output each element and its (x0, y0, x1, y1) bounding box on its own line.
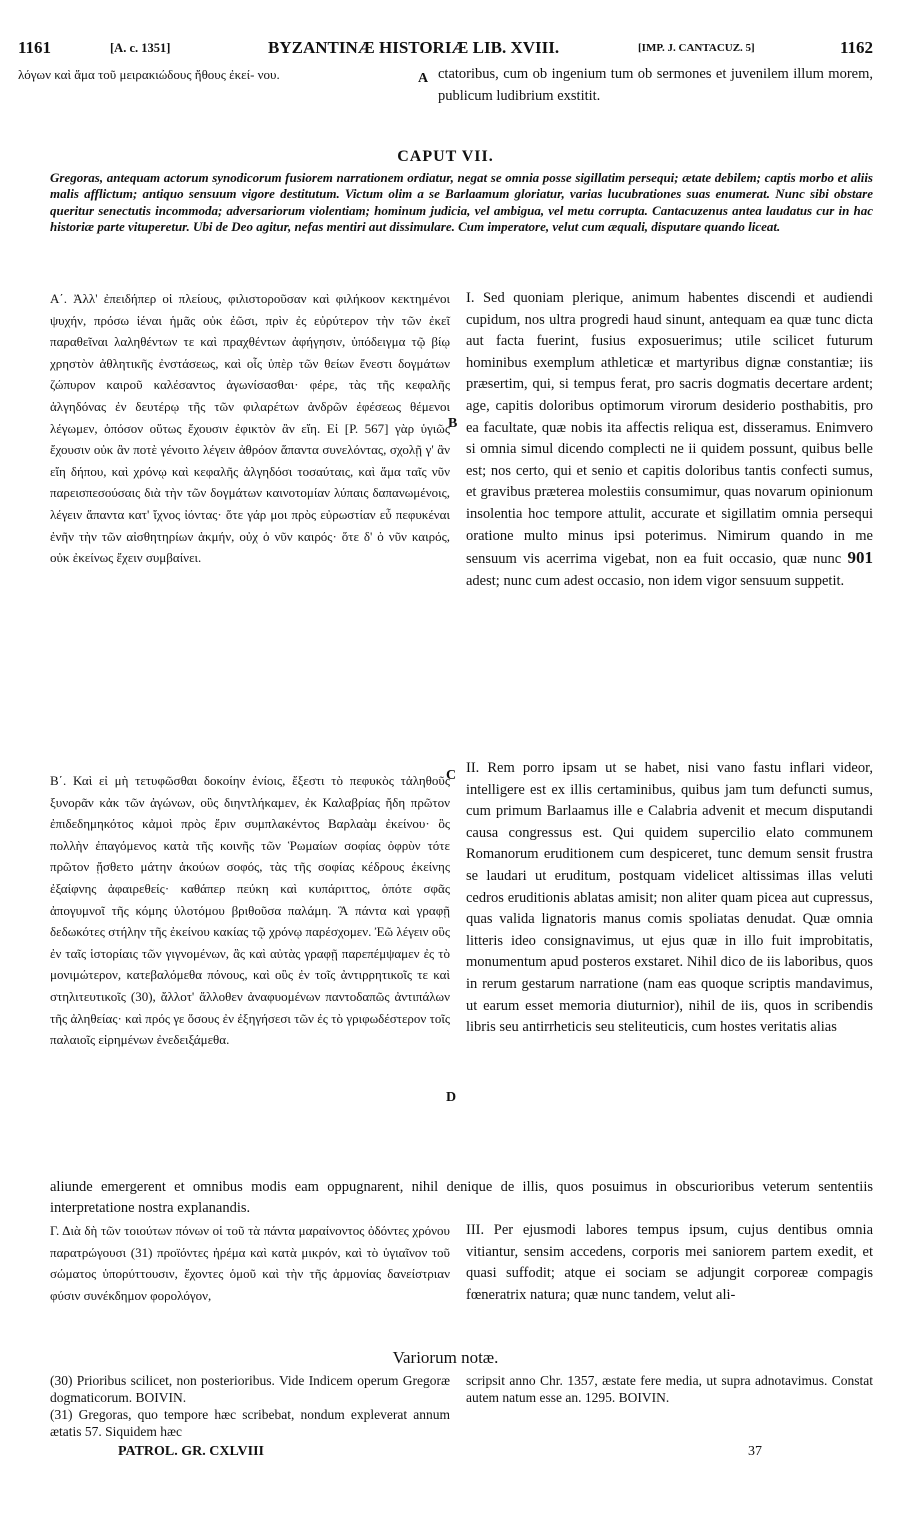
section1-latin-end: adest; nunc cum adest occasio, non idem vigor sensuum suppetit. (466, 572, 845, 589)
chapter-summary: Gregoras, antequam actorum synodicorum fusiorem narrationem ordiatur, negat se omnia posse sigillatim persequi; ætate debilem; captis morbo et aliis malis afflictum; antiquo sensuum vigore destitutum. Victum olim a se Barlaamum gloriatur, varias lucubrationes suas enumerat. Nunc sibi obstare queritur senectutis incommoda; adversariorum violentiam; hominum judicia, vel ambigua, vel metu corrupta. Cantacuzenus antea laudatus cur in hac historiæ parte vituperetur. Ubi de Deo agitur, nefas mentiri aut dissimulare. Cum imperatore, velut cum æquali, disputare quando liceat. (50, 170, 873, 234)
left-page-number: 1161 (18, 38, 52, 57)
running-header (18, 38, 873, 62)
section2-greek: Β΄. Καὶ εἰ μὴ τετυφῶσθαι δοκοίην ἐνίοις, ἔξεστι τὸ πεφυκὸς τἀληθοῦς ξυνορᾶν κἀκ τῶν ἀγώνων, οὓς διηντλήκαμεν, ἐκ Καλαβρίας ἤδη πρῶτον ἐπιδεδημηκότος κἀμοὶ πρὸς ἔριν συμπλακέντος Βαρλαὰμ ἐκείνου· ὃς πολλὴν ἐπαγόμενος κατὰ τῆς κοινῆς τῶν Ῥωμαίων σοφίας ὀφρὺν τότε πρῶτον ᾔσθετο μάτην ἀκούων σοφός, τὰς τῆς σοφίας κέδρους ἐκείνης ἐξαίφνης ἀφαιρεθείς· καθάπερ πεύκη καὶ κυπάριττος, ὁπότε σφᾶς ἀπογυμνοῖ τῆς κόμης ὑλοτόμου βριθοῦσα παλάμη. Ἃ πάντα καὶ γραφῇ δεδωκότες στήλην τῆς ἐκείνου κακίας τῷ χρόνῳ παρέσχομεν. Ἐῶ λέγειν οὓς ἐν ταῖς ἱστορίαις τῶν γιγνομένων, ἃς καὶ αὐτὰς γραφῇ παρεπέμψαμεν ἐς τὸ μονιμώτερον, κατεβαλόμεθα πόνους, καὶ οὓς ἐν τοῖς ἀντιρρητικοῖς τε καὶ στηλιτευτικοῖς (30), ἄλλοτ' ἄλλοθεν ἀναφυομένων παντοδαπῶς ἀντιπάλων τῆς ἀληθείας· καὶ πρός γε ὅσους ἐν ἐξηγήσεσι τῶν ἐς τὸ γριφωδέστερον τοῖς παλαιοῖς εἰρημένων ἐνεδειξάμεθα. (50, 773, 450, 1048)
intro-latin: ctatoribus, cum ob ingenium tum ob sermones et juvenilem illum morem, publicum ludibrium exstitit. (438, 66, 873, 104)
chapter-heading: CAPUT VII. (397, 148, 494, 165)
footnotes-left (50, 1372, 450, 1440)
section3-latin: III. Per ejusmodi labores tempus ipsum, cujus dentibus omnia vitiantur, sensim accedens, corporis mei saniorem partem exedit, et quasi suffodit; atque ei sociam se adjungit corporeæ compagis fœneratrix natura; quæ nunc tandem, velut ali- (466, 1222, 873, 1303)
footer-left: PATROL. GR. CXLVIII (118, 1444, 264, 1459)
margin-letter-a: A (418, 71, 429, 86)
section1-greek: Α΄. Ἀλλ' ἐπειδήπερ οἱ πλείους, φιλιστοροῦσαν καὶ φιλήκοον κεκτημένοι ψυχήν, πρόσω ἰέναι ἡμᾶς οὐκ ἐῶσι, πρὶν ἐς εὐρύτερον τὴν τῶν ἐκεῖ παραθεῖναι λαληθέντων τε καὶ πραχθέντων ἀφήγησιν, ὑπόδειγμα τῷ βίῳ χρηστὸν ἀθλητικῆς ἐνστάσεως, καὶ οἷς ὑπὲρ τῶν θείων ἔνεστι δογμάτων ζώπυρον καιροῦ καλέσαντος ἀγωνίσασθαι· φέρε, τὰς τῆς κεφαλῆς ἀλγηδόνας ἐν δευτέρῳ τῆς τῶν φιλαρέτων ἀνδρῶν ἐφέσεως θέμενοι λέγωμεν, ὁπόσον οὕτως ἔχουσιν ἐφικτὸν ἂν εἴη. Εἰ [P. 567] γὰρ ὑγιῶς ἔχουσιν οὐκ ἂν ποτὲ γένοιτο λέγειν ἀθρόον ἅπαντα συνελόντας, σχολῇ γ' ἂν εἴη δήπου, καὶ χρόνῳ καὶ κεφαλῆς ἀλγηδόσι τοσαύταις, καὶ ἅμα ταῖς νῦν παρεισπεσούσαις διὰ τὴν τῶν δογμάτων καινοτομίαν λύπαις δαπανωμένοις, λέγειν ἅπαντα κατ' ἴχνος ἰόντας· ὅτε γάρ μοι πρὸς εὐρωστίαν εὖ πεφυκέναι ἐνῆν τὴν τῶν αἰσθητηρίων ἀκμήν, οὐχ ὁ νῦν καιρός· ὅτε δ' ὁ νῦν καιρός, οὐκ ἐκείνως ἔχειν συμβαίνει. (50, 291, 450, 566)
column-number: 901 (847, 548, 874, 568)
note-30: (30) Prioribus scilicet, non posterioribus. Vide Indicem operum Gregoræ dogmaticorum. BOIVIN. (50, 1373, 450, 1405)
note-31: (31) Gregoras, quo tempore hæc scribebat, nondum expleverat annum ætatis 57. Siquidem hæc (50, 1407, 450, 1439)
footer-right: 37 (748, 1444, 762, 1459)
notes-title: Variorum notæ. (392, 1348, 499, 1367)
margin-letter-d: D (446, 1090, 457, 1105)
page (18, 30, 873, 1520)
header-title: BYZANTINÆ HISTORIÆ LIB. XVIII. (268, 38, 560, 57)
section1-latin (466, 288, 873, 592)
left-header-bracket: [A. c. 1351] (110, 41, 171, 55)
note-31-continued: scripsit anno Chr. 1357, æstate fere media, ut supra adnotavimus. Constat autem natum esse an. 1295. BOIVIN. (466, 1373, 873, 1405)
margin-letter-b: B (448, 416, 458, 431)
right-header-bracket: [IMP. J. CANTACUZ. 5] (638, 42, 755, 54)
right-page-number: 1162 (839, 38, 873, 57)
margin-letter-c: C (446, 768, 457, 783)
section2-latin-full: aliunde emergerent et omnibus modis eam oppugnarent, nihil denique de illis, quos posuimus in obscurioribus veterum sententiis interpretatione nostra explanandis. (50, 1179, 873, 1216)
intro-greek: λόγων καὶ ἅμα τοῦ μειρακιώδους ἤθους ἐκεί- νου. (18, 67, 280, 82)
section3-greek: Γ. Διὰ δὴ τῶν τοιούτων πόνων οἱ τοῦ τὰ πάντα μαραίνοντος ὀδόντες χρόνου παρατρώγουσι (31) προϊόντες ἠρέμα καὶ κατὰ μικρόν, καὶ τὸ ὑγιαῖνον τοῦ σώματος ὑπορύττουσιν, ἔχοντες ὁμοῦ καὶ τὴν τῆς ἁρμονίας δανείστριαν φύσιν συνέκδημον φορολόγον, (50, 1223, 450, 1303)
section1-latin-text: I. Sed quoniam plerique, animum habentes discendi et audiendi cupidum, nos ultra progredi haud sinunt, antequam ea quæ tunc dicta aut facta fuerint, fusius exposuerimus; utile scilicet futurum hominibus exemplum athleticæ et martyribus dignæ constantiæ; iis præsertim, qui, si tempus ferat, pro sacris dogmatis decertare ardent; age, capitis doloribus optimorum virorum desiderio posthabitis, pro ea facultate, quæ nobis ita affectis reliqua est, disseramus. Enimvero si omnia simul dicendo complecti ne ii quidem possunt, quibus belle est; nos certo, qui et senio et capitis doloribus tantis confecti sumus, et gravibus præterea molestiis consumimur, quas novarum opinionum insolentia hoc tempore attulit, accurate et sigillatim omnia persequi oratione multo minus ipsi poterimus. Nimirum quando in me sensuum vis acerrima vigebat, non ea fuit occasio, quæ nunc (466, 290, 873, 568)
section2-latin: II. Rem porro ipsam ut se habet, nisi vano fastu inflari videor, intelligere est ex illis certaminibus, quibus jam tum defuncti sumus, cum primum Barlaamus ille e Calabria advenit et mecum disputandi causa congressus est. Qui quidem supercilio elato communem Romanorum eruditionem cum despiceret, tunc demum sensit frustra se laudari ut eruditum, postquam videlicet altissimas illas veluti cedros eruditionis ablatas amisit; non aliter quam picea aut cupressus, quas valida lignatoris manus comis spoliatas denudat. Quæ omnia litteris ideo consignavimus, ut ejus quæ in illo fuit improbitatis, monumentum apud posteros exstaret. Nihil dico de iis laboribus, quos in rerum gestarum narratione (nam eas quoque scriptis mandavimus, ut earum esset memoria diuturnior), nihil de iis, quos in scribendis libris seu antirrheticis seu steliteuticis, cum hostes veritatis alias (466, 760, 873, 1036)
